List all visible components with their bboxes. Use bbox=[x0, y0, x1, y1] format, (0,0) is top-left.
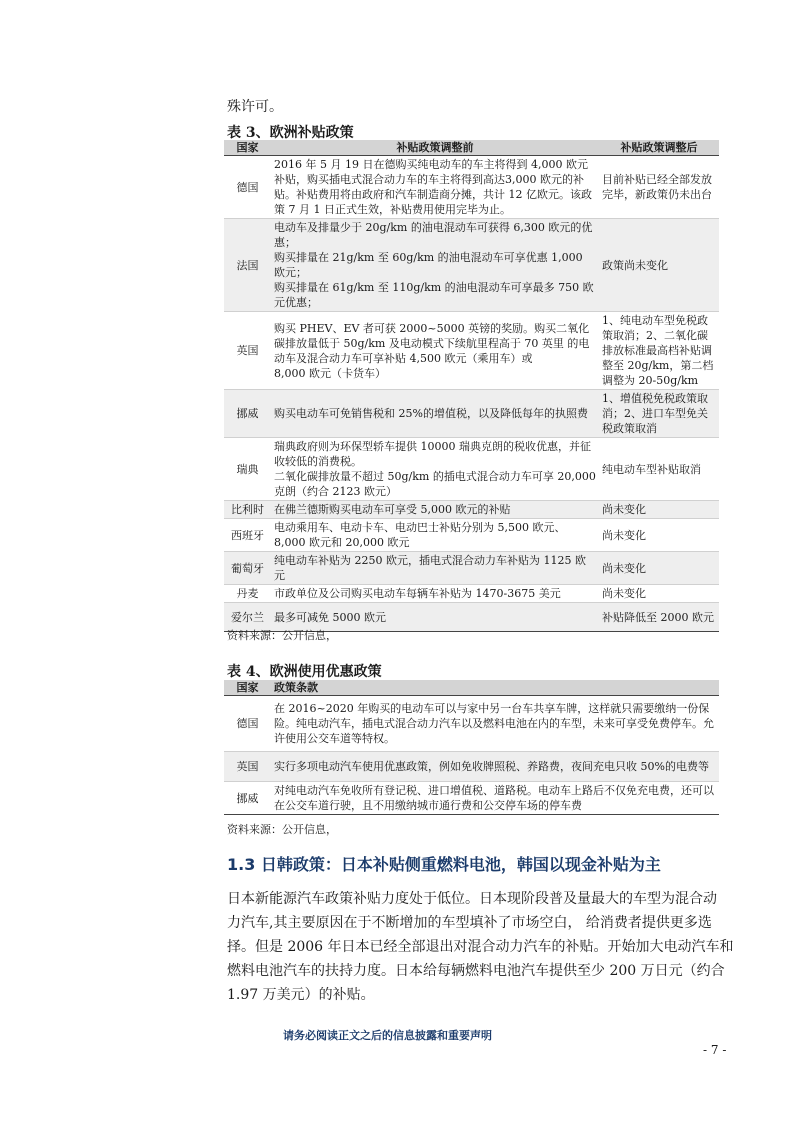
table3-cell-before bbox=[271, 519, 599, 552]
table4-cell-country: 挪威 bbox=[236, 791, 259, 805]
table3-before-line: 8,000 欧元（卡货车） bbox=[274, 366, 386, 380]
section-line: 日本新能源汽车政策补贴力度处于低位。日本现阶段普及量最大的车型为混合动 bbox=[227, 891, 717, 907]
table3-cell-country: 比利时 bbox=[231, 503, 264, 516]
table3-cell-after bbox=[599, 219, 719, 312]
table3-header-row bbox=[224, 140, 719, 156]
table3-after-line: 纯电动车型补贴取消 bbox=[602, 462, 701, 476]
table4-source: 资料来源：公开信息， bbox=[227, 823, 337, 836]
section-line: 力汽车,其主要原因在于不断增加的车型填补了市场空白， 给消费者提供更多选 bbox=[227, 915, 712, 931]
table3-before-line: 电动车及排量少于 20g/km 的油电混动车可获得 6,300 欧元的优惠； bbox=[274, 221, 593, 249]
table3-cell-after bbox=[599, 585, 719, 603]
disclaimer-notice: 请务必阅读正文之后的信息披露和重要声明 bbox=[283, 1029, 492, 1042]
table3-header-before: 补贴政策调整前 bbox=[271, 140, 599, 156]
table3-row bbox=[224, 156, 719, 219]
table3-before-line: 购买排量在 61g/km 至 110g/km 的油电混动车可享最多 750 欧元优惠； bbox=[274, 281, 594, 309]
section-line: 燃料电池汽车的扶持力度。日本给每辆燃料电池汽车提供至少 200 万日元（约合 bbox=[227, 963, 725, 979]
table3-cell-after bbox=[599, 390, 719, 438]
table3-cell-country: 德国 bbox=[236, 180, 259, 194]
table3-cell-country: 法国 bbox=[236, 258, 259, 272]
table3-after-line: 1、增值税免税政策取消；2、进口车型免关税政策取消 bbox=[602, 392, 708, 435]
table3-cell-after bbox=[599, 312, 719, 390]
table3-cell-before bbox=[271, 312, 599, 390]
table3-before-line: 购买排量在 21g/km 至 60g/km 的油电混动车可享优惠 1,000 欧元； bbox=[274, 251, 583, 279]
table3-row bbox=[224, 438, 719, 501]
table3-cell-country: 挪威 bbox=[236, 407, 259, 420]
table3-before-line: 市政单位及公司购买电动车每辆车补贴为 1470-3675 美元 bbox=[274, 587, 561, 600]
table3-cell-before bbox=[271, 585, 599, 603]
table4-cell-policy: 实行多项电动汽车使用优惠政策，例如免收牌照税、养路费，夜间充电只收 50%的电费等 bbox=[274, 760, 709, 773]
table3-cell-after bbox=[599, 603, 719, 632]
table3-before-line: 最多可减免 5000 欧元 bbox=[274, 610, 386, 624]
table3-source: 资料来源：公开信息， bbox=[227, 629, 337, 642]
table3-after-line: 尚未变化 bbox=[602, 528, 646, 542]
table3-title: 表 3、欧洲补贴政策 bbox=[227, 125, 354, 141]
table4-title: 表 4、欧洲使用优惠政策 bbox=[227, 664, 382, 680]
table3-cell-after bbox=[599, 552, 719, 585]
table3-before-line: 2016 年 5 月 19 日在德购买纯电动车的车主将得到 4,000 欧元补贴，购买插电式混合动力车的车主将得到高达3,000 欧元的补贴。补贴费用将由政府和汽车制造商分摊，共计 12 亿欧元。该政策 7 月 1 日正式生效，补贴费用使用完毕为止。 bbox=[274, 158, 592, 216]
table3-cell-before bbox=[271, 501, 599, 519]
table3-header-after: 补贴政策调整后 bbox=[599, 140, 719, 156]
table3-row bbox=[224, 312, 719, 390]
table3-row bbox=[224, 552, 719, 585]
table3-row bbox=[224, 390, 719, 438]
table3-cell-before bbox=[271, 552, 599, 585]
table3-cell-country: 瑞典 bbox=[236, 462, 259, 476]
table3-cell-country: 西班牙 bbox=[231, 528, 264, 542]
table4-row bbox=[224, 752, 719, 782]
table3-row bbox=[224, 501, 719, 519]
table3-after-line: 尚未变化 bbox=[602, 503, 646, 516]
table3-cell-before bbox=[271, 438, 599, 501]
table3-before-line: 电动乘用车、电动卡车、电动巴士补贴分别为 5,500 欧元、8,000 欧元和 20,000 欧元 bbox=[274, 521, 566, 549]
table4-cell-policy: 在 2016~2020 年购买的电动车可以与家中另一台车共享车牌，这样就只需要缴纳一份保险。纯电动汽车，插电式混合动力汽车以及燃料电池在内的车型，未来可享受免费停车。允许使用公交车道等特权。 bbox=[274, 702, 714, 745]
table3-after-line: 补贴降低至 2000 欧元 bbox=[602, 610, 714, 624]
section-heading: 1.3 日韩政策：日本补贴侧重燃料电池，韩国以现金补贴为主 bbox=[227, 855, 661, 874]
page-number: - 7 - bbox=[703, 1043, 727, 1057]
section-line: 择。但是 2006 年日本已经全部退出对混合动力汽车的补贴。开始加大电动汽车和 bbox=[227, 939, 734, 955]
table3-before-line: 二氧化碳排放量不超过 50g/km 的插电式混合动力车可享 20,000 克朗（约合 2123 欧元） bbox=[274, 470, 596, 498]
table3-after-line: 目前补贴已经全部发放完毕，新政策仍未出台 bbox=[602, 173, 712, 201]
table3-after-line: 1、纯电动车型免税政策取消；2、二氧化碳排放标准最高档补贴调整至 20g/km，第二档调整为 20-50g/km bbox=[602, 314, 714, 387]
table4-cell-country: 英国 bbox=[236, 760, 259, 773]
table3-cell-after bbox=[599, 519, 719, 552]
table4 bbox=[224, 680, 719, 815]
table3-header-country: 国家 bbox=[224, 140, 271, 156]
table3-before-line: 瑞典政府则为环保型轿车提供 10000 瑞典克朗的税收优惠，并征收较低的消费税。 bbox=[274, 440, 591, 468]
table3-before-line: 在佛兰德斯购买电动车可享受 5,000 欧元的补贴 bbox=[274, 503, 511, 516]
table3-after-line: 政策尚未变化 bbox=[602, 258, 668, 272]
table3-cell-country: 葡萄牙 bbox=[231, 561, 264, 575]
table3-cell-country: 英国 bbox=[236, 344, 259, 357]
table4-row bbox=[224, 696, 719, 752]
section-line: 1.97 万美元）的补贴。 bbox=[227, 987, 375, 1003]
table3-before-line: 纯电动车补贴为 2250 欧元，插电式混合动力车补贴为 1125 欧元 bbox=[274, 554, 586, 582]
table4-cell-policy: 对纯电动汽车免收所有登记税、进口增值税、道路税。电动车上路后不仅免充电费，还可以在公交车道行驶，且不用缴纳城市通行费和公交停车场的停车费 bbox=[274, 784, 714, 812]
table3-after-line: 尚未变化 bbox=[602, 587, 646, 600]
table4-header-row bbox=[224, 680, 719, 696]
table3 bbox=[224, 140, 719, 632]
table4-row bbox=[224, 782, 719, 815]
table4-cell-country: 德国 bbox=[236, 717, 259, 730]
table3-before-line: 购买 PHEV、EV 者可获 2000~5000 英镑的奖励。购买二氧化碳排放量低于 50g/km 及电动模式下续航里程高于 70 英里 的电动车及混合动力车可享补贴 4,500 欧元（乘用车）或 bbox=[274, 321, 590, 365]
table3-row bbox=[224, 219, 719, 312]
table3-row bbox=[224, 585, 719, 603]
table3-cell-after bbox=[599, 156, 719, 219]
table3-cell-country: 爱尔兰 bbox=[231, 610, 264, 624]
table3-cell-before bbox=[271, 390, 599, 438]
table3-cell-before bbox=[271, 156, 599, 219]
table3-cell-before bbox=[271, 219, 599, 312]
section-body bbox=[227, 887, 734, 1007]
table3-cell-after bbox=[599, 501, 719, 519]
table4-header-policy: 政策条款 bbox=[271, 680, 719, 696]
table3-before-line: 购买电动车可免销售税和 25%的增值税，以及降低每年的执照费 bbox=[274, 407, 588, 420]
table3-row bbox=[224, 519, 719, 552]
table4-header-country: 国家 bbox=[224, 680, 271, 696]
intro-tail-text: 殊许可。 bbox=[227, 99, 283, 115]
table3-after-line: 尚未变化 bbox=[602, 561, 646, 575]
table3-cell-country: 丹麦 bbox=[236, 587, 259, 600]
table3-cell-after bbox=[599, 438, 719, 501]
